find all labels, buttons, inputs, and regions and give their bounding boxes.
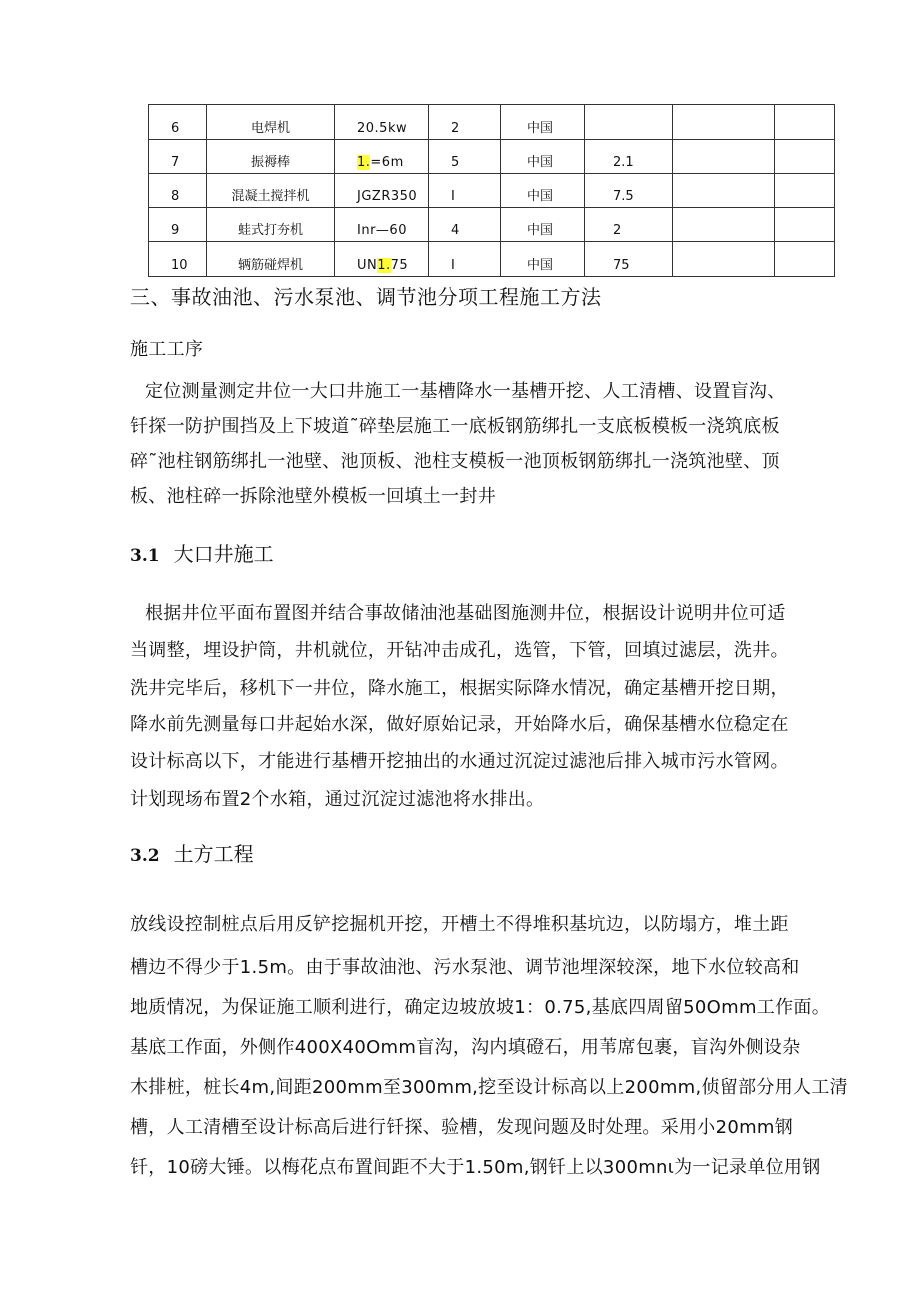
equipment-qty: I <box>429 242 501 277</box>
empty-cell <box>775 140 835 174</box>
equipment-spec <box>335 174 429 208</box>
equipment-spec <box>335 208 429 242</box>
spec-text: 20.5kw <box>357 121 408 136</box>
equipment-origin: 中国 <box>501 174 585 208</box>
process-label: 施工工序 <box>130 339 204 360</box>
spec-text: Inr—60 <box>357 223 407 238</box>
table-row <box>149 174 835 208</box>
subsection-heading-3-1 <box>130 538 274 567</box>
subsection-number: 3.2 <box>130 846 160 866</box>
equipment-qty: 2 <box>429 105 501 140</box>
empty-cell <box>775 208 835 242</box>
equipment-name: 混凝土搅拌机 <box>207 174 335 208</box>
equipment-spec <box>335 105 429 140</box>
equipment-origin: 中国 <box>501 140 585 174</box>
section-title: 三、事故油池、污水泵池、调节池分项工程施工方法 <box>130 285 602 309</box>
spec-rest: =6m <box>370 155 404 170</box>
paragraph-line: 槽，人工清槽至设计标高后进行钎探、验槽，发现问题及时处理。采用小20mm钢 <box>130 1117 794 1138</box>
row-number: 9 <box>149 208 207 242</box>
paragraph-line: 降水前先测量每口井起始水深，做好原始记录，开始降水后，确保基槽水位稳定在 <box>130 714 789 735</box>
spec-rest: 75 <box>390 258 409 273</box>
paragraph-line: 洗井完毕后，移机下一井位，降水施工，根据实际降水情况，确定基槽开挖日期， <box>130 678 789 699</box>
table-row <box>149 140 835 174</box>
spec-highlight: 1. <box>377 258 391 273</box>
row-number: 7 <box>149 140 207 174</box>
equipment-name: 电焊机 <box>207 105 335 140</box>
subsection-title: 大口井施工 <box>173 542 274 566</box>
equipment-qty: 5 <box>429 140 501 174</box>
row-number: 10 <box>149 242 207 277</box>
empty-cell <box>673 174 775 208</box>
paragraph-line: 根据井位平面布置图并结合事故储油池基础图施测井位，根据设计说明井位可适 <box>145 603 786 624</box>
spec-text: UN <box>357 258 378 273</box>
row-number: 6 <box>149 105 207 140</box>
equipment-power: 2 <box>585 208 673 242</box>
table-row <box>149 105 835 140</box>
paragraph-line: 设计标高以下，才能进行基槽开挖抽出的水通过沉淀过滤池后排入城市污水管网。 <box>130 751 789 772</box>
paragraph-line: 钎，10磅大锤。以梅花点布置间距不大于1.50m,钢钎上以300mnι为一记录单位用钢 <box>130 1157 821 1178</box>
spec-highlight: 1. <box>357 155 371 170</box>
equipment-spec <box>335 140 429 174</box>
empty-cell <box>673 242 775 277</box>
paragraph-line: 计划现场布置2个水箱，通过沉淀过滤池将水排出。 <box>130 789 545 810</box>
empty-cell <box>673 208 775 242</box>
equipment-table <box>148 104 835 277</box>
equipment-origin: 中国 <box>501 242 585 277</box>
spec-text: JGZR350 <box>357 189 418 204</box>
subsection-number: 3.1 <box>130 546 160 566</box>
paragraph-line: 基底工作面，外侧作400X40Omm盲沟，沟内填磴石，用苇席包裹，盲沟外侧设杂 <box>130 1037 801 1058</box>
equipment-name: 振褥棒 <box>207 140 335 174</box>
equipment-power <box>585 105 673 140</box>
paragraph-line: 地质情况，为保证施工顺利进行，确定边坡放坡1：0.75,基底四周留50Omm工作面。 <box>130 997 830 1018</box>
equipment-spec <box>335 242 429 277</box>
equipment-power: 75 <box>585 242 673 277</box>
empty-cell <box>673 105 775 140</box>
paragraph-line: 槽边不得少于1.5m。由于事故油池、污水泵池、调节池埋深较深，地下水位较高和 <box>130 957 800 978</box>
equipment-qty: I <box>429 174 501 208</box>
subsection-heading-3-2 <box>130 838 254 867</box>
equipment-origin: 中国 <box>501 105 585 140</box>
equipment-power: 2.1 <box>585 140 673 174</box>
paragraph-line: 当调整，埋设护筒，井机就位，开钻冲击成孔，选管，下管，回填过滤层，洗井。 <box>130 640 789 661</box>
paragraph-line: 木排桩，桩长4m,间距200mm至300mm,挖至设计标高以上200mm,侦留部分用人工清 <box>130 1077 848 1098</box>
table-row <box>149 208 835 242</box>
process-line: 定位测量测定井位一大口井施工一基槽降水一基槽开挖、人工清槽、设置盲沟、 <box>145 381 786 402</box>
equipment-qty: 4 <box>429 208 501 242</box>
empty-cell <box>775 105 835 140</box>
empty-cell <box>775 242 835 277</box>
table-row <box>149 242 835 277</box>
process-line: 钎探一防护围挡及上下坡道˜碎垫层施工一底板钢筋绑扎一支底板模板一浇筑底板 <box>130 416 780 437</box>
row-number: 8 <box>149 174 207 208</box>
empty-cell <box>775 174 835 208</box>
subsection-title: 土方工程 <box>173 842 254 866</box>
empty-cell <box>673 140 775 174</box>
process-line: 碎˜池柱钢筋绑扎一池壁、池顶板、池柱支模板一池顶板钢筋绑扎一浇筑池壁、顶 <box>130 451 780 472</box>
equipment-name: 辆筋碰焊机 <box>207 242 335 277</box>
equipment-origin: 中国 <box>501 208 585 242</box>
paragraph-line: 放线设控制桩点后用反铲挖掘机开挖，开槽土不得堆积基坑边，以防塌方，堆土距 <box>130 914 789 935</box>
equipment-name: 蛙式打夯机 <box>207 208 335 242</box>
process-line: 板、池柱碎一拆除池壁外模板一回填土一封井 <box>130 486 496 507</box>
equipment-power: 7.5 <box>585 174 673 208</box>
